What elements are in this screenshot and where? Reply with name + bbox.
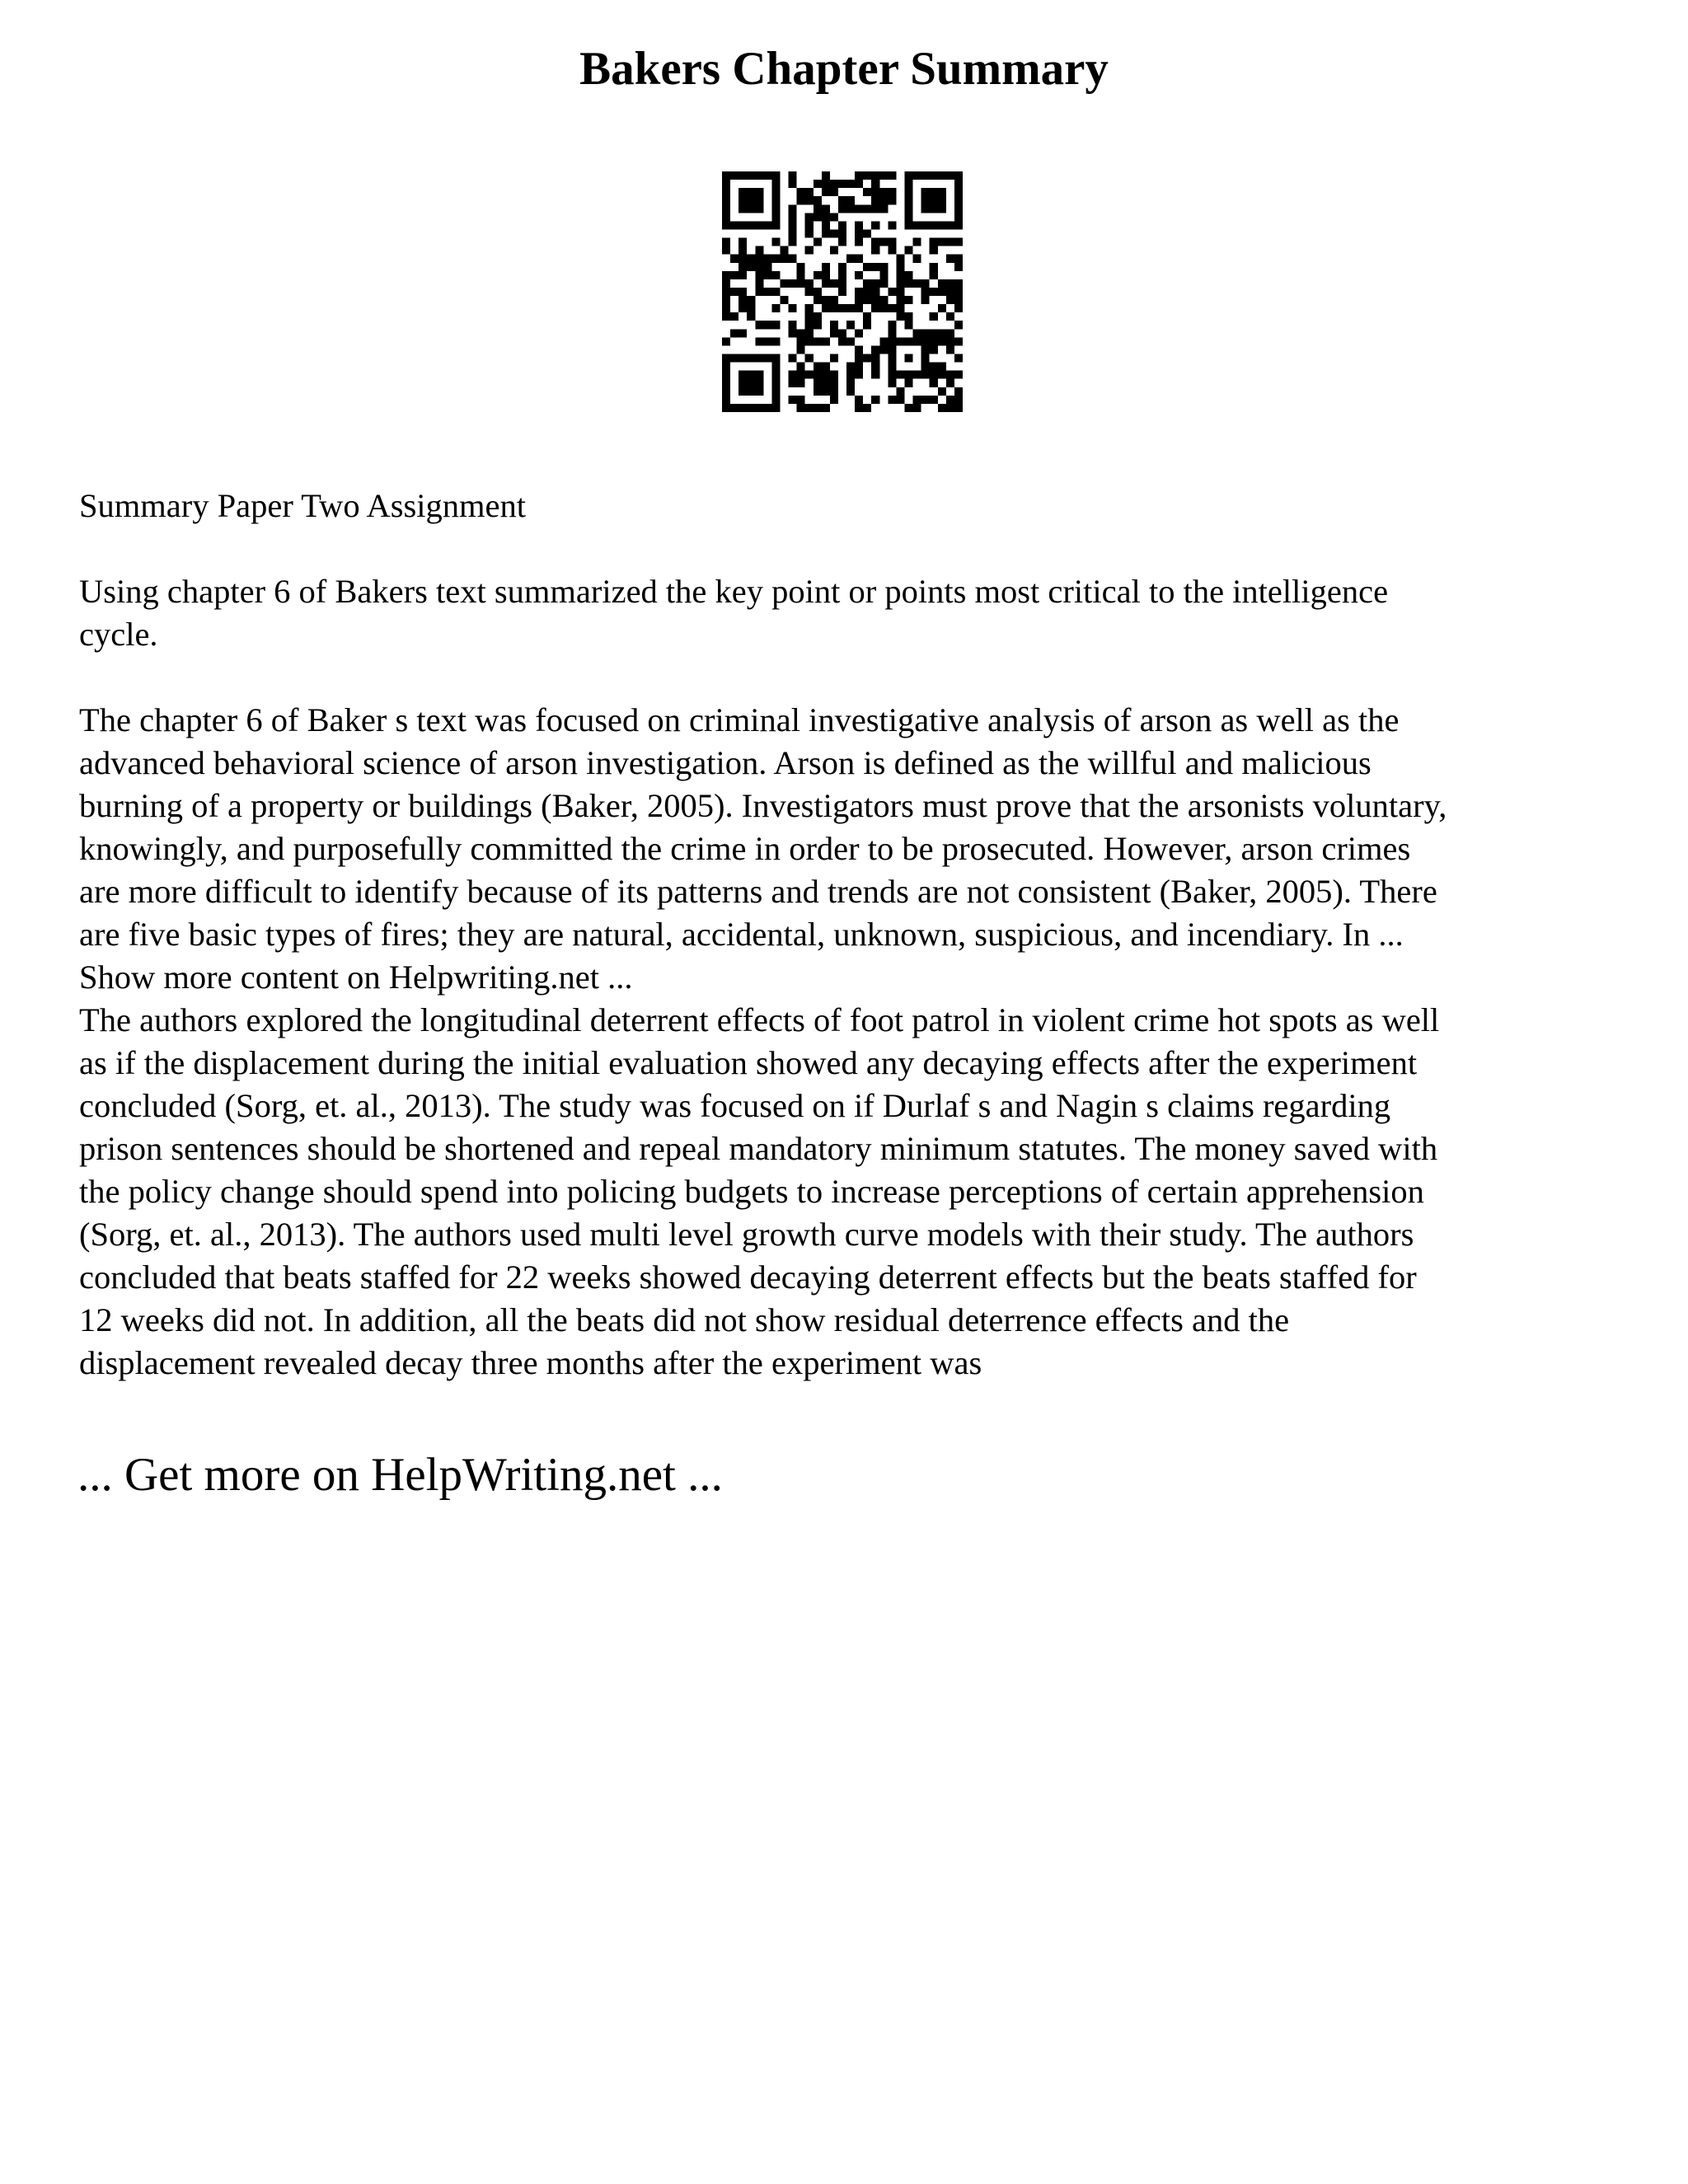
paragraph-line: (Sorg, et. al., 2013). The authors used multi level growth curve models with their study. The authors <box>79 1216 1414 1253</box>
qr-code-icon <box>722 171 963 412</box>
paragraph-line: advanced behavioral science of arson investigation. Arson is defined as the willful and malicious <box>79 744 1372 781</box>
assignment-subtitle: Summary Paper Two Assignment <box>79 487 527 524</box>
paragraph-line: prison sentences should be shortened and repeal mandatory minimum statutes. The money saved with <box>79 1130 1438 1167</box>
paragraph-line: 12 weeks did not. In addition, all the beats did not show residual deterrence effects and the <box>79 1301 1290 1338</box>
paragraph-line: The chapter 6 of Baker s text was focused on criminal investigative analysis of arson as well as the <box>79 701 1400 738</box>
summary-paragraph-2 <box>79 999 1629 1385</box>
paragraph-line: burning of a property or buildings (Baker, 2005). Investigators must prove that the arsonists voluntary, <box>79 787 1447 824</box>
paragraph-line: are five basic types of fires; they are natural, accidental, unknown, suspicious, and incendiary. In ... <box>79 916 1404 953</box>
qr-code-graphic <box>722 171 963 412</box>
paragraph-line: concluded (Sorg, et. al., 2013). The study was focused on if Durlaf s and Nagin s claims regarding <box>79 1087 1391 1124</box>
show-more-link[interactable]: Show more content on Helpwriting.net ... <box>79 958 633 996</box>
paragraph-line: as if the displacement during the initial evaluation showed any decaying effects after the experiment <box>79 1044 1418 1081</box>
prompt-line: cycle. <box>79 616 158 653</box>
prompt-line: Using chapter 6 of Bakers text summarized the key point or points most critical to the intelligence <box>79 573 1389 610</box>
paragraph-line: knowingly, and purposefully committed the crime in order to be prosecuted. However, arson crimes <box>79 830 1411 867</box>
paragraph-line: displacement revealed decay three months after the experiment was <box>79 1344 982 1381</box>
paragraph-line: the policy change should spend into policing budgets to increase perceptions of certain apprehension <box>79 1173 1424 1210</box>
paragraph-line: are more difficult to identify because of its patterns and trends are not consistent (Baker, 2005). There <box>79 873 1437 910</box>
paragraph-line: concluded that beats staffed for 22 weeks showed decaying deterrent effects but the beats staffed for <box>79 1258 1417 1296</box>
page-title: Bakers Chapter Summary <box>579 43 1109 95</box>
paragraph-line: The authors explored the longitudinal deterrent effects of foot patrol in violent crime hot spots as well <box>79 1001 1440 1038</box>
summary-paragraph-1 <box>79 699 1629 999</box>
get-more-link[interactable]: ... Get more on HelpWriting.net ... <box>77 1449 723 1501</box>
document-body <box>79 485 1629 1385</box>
assignment-prompt <box>79 570 1629 656</box>
